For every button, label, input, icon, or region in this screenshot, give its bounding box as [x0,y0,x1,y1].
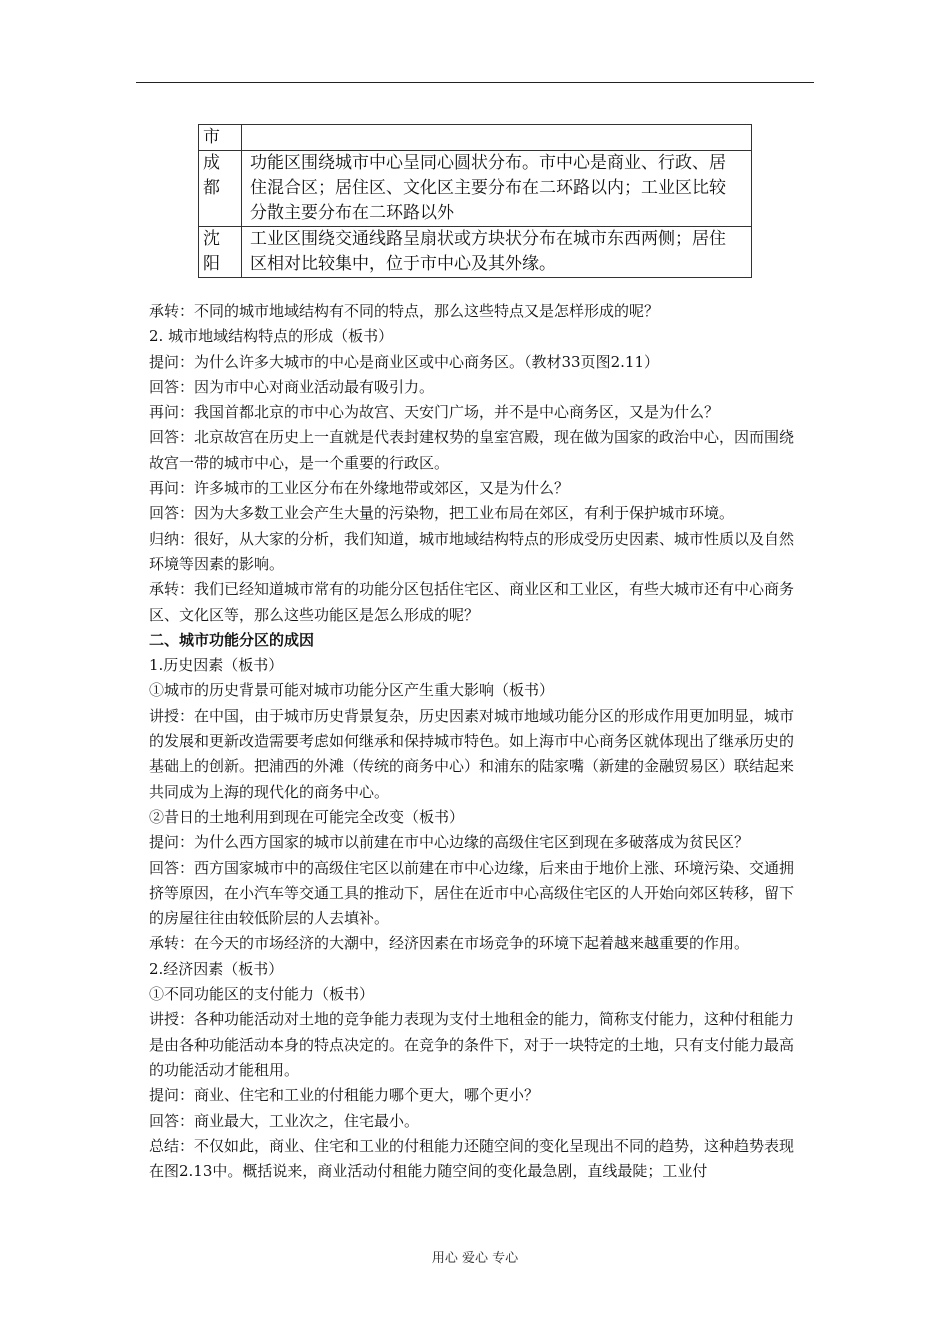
city-cell: 市 [199,125,242,151]
table-row [199,151,752,227]
paragraph: ②昔日的土地利用到现在可能完全改变（板书） [149,807,465,826]
paragraph: ①城市的历史背景可能对城市功能分区产生重大影响（板书） [149,681,555,700]
paragraph: 回答：西方国家城市中的高级住宅区以前建在市中心边缘，后来由于地价上涨、环境污染、交通拥挤等原因，在小汽车等交通工具的推动下，居住在近市中心高级住宅区的人开始向郊区转移，留下的房屋往往由较低阶层的人去填补。 [149,858,795,928]
paragraph: 回答：因为大多数工业会产生大量的污染物，把工业布局在郊区，有利于保护城市环境。 [149,504,735,523]
paragraph: 承转：不同的城市地域结构有不同的特点，那么这些特点又是怎样形成的呢？ [149,302,660,320]
paragraph: 提问：为什么西方国家的城市以前建在市中心边缘的高级住宅区到现在多破落成为贫民区？ [149,833,750,852]
paragraph: 提问：商业、住宅和工业的付租能力哪个更大，哪个更小？ [149,1086,540,1105]
paragraph: 2. 城市地域结构特点的形成（板书） [149,327,394,346]
table-row [199,227,752,278]
description-cell [242,125,752,151]
paragraph: 承转：我们已经知道城市常有的功能分区包括住宅区、商业区和工业区，有些大城市还有中心商务区、文化区等，那么这些功能区是怎么形成的呢？ [149,580,795,624]
paragraph: 回答：因为市中心对商业活动最有吸引力。 [149,377,435,396]
description-cell: 工业区围绕交通线路呈扇状或方块状分布在城市东西两侧；居住区相对比较集中，位于市中心及其外缘。 [242,227,752,278]
paragraph: 回答：北京故宫在历史上一直就是代表封建权势的皇室宫殿，现在做为国家的政治中心，因而围绕故宫一带的城市中心，是一个重要的行政区。 [149,428,795,472]
header-rule [136,82,814,83]
paragraph: 归纳：很好，从大家的分析，我们知道，城市地域结构特点的形成受历史因素、城市性质以及自然环境等因素的影响。 [149,529,795,573]
lesson-body [149,299,804,1184]
paragraph: 1.历史因素（板书） [149,656,284,675]
table-row [199,125,752,151]
paragraph: 承转：在今天的市场经济的大潮中，经济因素在市场竞争的环境下起着越来越重要的作用。 [149,934,750,953]
paragraph: 讲授：各种功能活动对土地的竞争能力表现为支付土地租金的能力，简称支付能力，这种付租能力是由各种功能活动本身的特点决定的。在竞争的条件下，对于一块特定的土地，只有支付能力最高的功能活动才能租用。 [149,1010,795,1079]
paragraph: 讲授：在中国，由于城市历史背景复杂，历史因素对城市地域功能分区的形成作用更加明显，城市的发展和更新改造需要考虑如何继承和保持城市特色。如上海市中心商务区就体现出了继承历史的基础上的创新。把浦西的外滩（传统的商务中心）和浦东的陆家嘴（新建的金融贸易区）联结起来共同成为上海的现代化的商务中心。 [149,706,795,801]
page-footer: 用心 爱心 专心 [431,1251,519,1266]
city-cell: 成 都 [199,151,242,227]
paragraph: 回答：商业最大，工业次之，住宅最小。 [149,1111,420,1130]
paragraph: ①不同功能区的支付能力（板书） [149,985,375,1004]
description-cell: 功能区围绕城市中心呈同心圆状分布。市中心是商业、行政、居住混合区；居住区、文化区主要分布在二环路以内；工业区比较分散主要分布在二环路以外 [242,151,752,227]
city-structure-table [198,124,752,278]
paragraph: 再问：许多城市的工业区分布在外缘地带或郊区，又是为什么？ [149,479,570,498]
city-cell: 沈 阳 [199,227,242,278]
paragraph: 再问：我国首都北京的市中心为故宫、天安门广场，并不是中心商务区，又是为什么？ [149,403,720,422]
section-heading: 二、城市功能分区的成因 [149,630,315,649]
paragraph: 总结：不仅如此，商业、住宅和工业的付租能力还随空间的变化呈现出不同的趋势，这种趋势表现在图2.13中。概括说来，商业活动付租能力随空间的变化最急剧，直线最陡；工业付 [149,1136,795,1181]
paragraph: 提问：为什么许多大城市的中心是商业区或中心商务区。（教材33页图2.11） [149,352,659,371]
paragraph: 2.经济因素（板书） [149,959,284,978]
